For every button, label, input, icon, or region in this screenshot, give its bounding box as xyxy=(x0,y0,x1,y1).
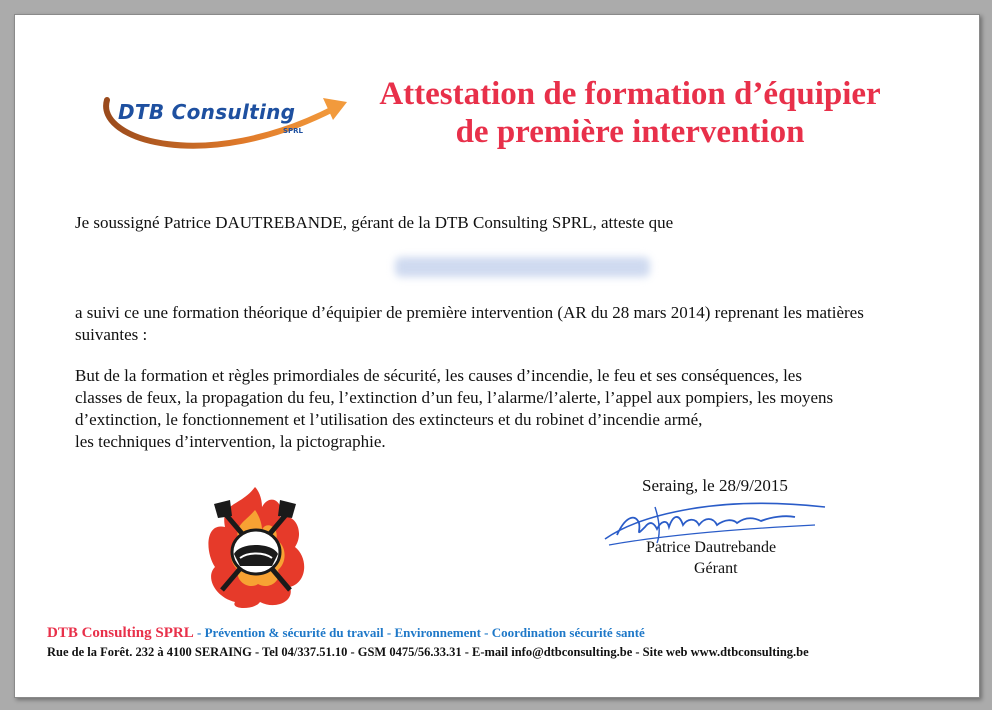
document-title xyxy=(345,75,915,151)
title-line-2: de première intervention xyxy=(455,114,805,150)
dtb-consulting-logo xyxy=(85,80,355,170)
topics-line-2: classes de feux, la propagation du feu, l’extinction d’un feu, l’alarme/l’alerte, l’appel aux pompiers, les moyens xyxy=(75,388,834,407)
intro-sentence: Je soussigné Patrice DAUTREBANDE, gérant de la DTB Consulting SPRL, atteste que xyxy=(75,213,674,232)
footer-contact-line: Rue de la Forêt. 232 à 4100 SERAING - Tel 04/337.51.10 - GSM 0475/56.33.31 - E-mail info@dtbconsulting.be - Site web www.dtbconsulting.be xyxy=(47,645,809,659)
footer-separator: - xyxy=(193,625,205,640)
footer-company: DTB Consulting SPRL xyxy=(47,625,194,641)
topics-line-4: les techniques d’intervention, la pictographie. xyxy=(75,432,386,451)
logo-name: DTB Consulting xyxy=(118,100,296,124)
title-line-1: Attestation de formation d’équipier xyxy=(379,76,881,112)
logo-suffix: SPRL xyxy=(283,127,304,135)
place-and-date: Seraing, le 28/9/2015 xyxy=(642,476,788,495)
firefighter-emblem-icon xyxy=(200,482,310,612)
training-paragraph: a suivi ce une formation théorique d’équipier de première intervention (AR du 28 mars 2014) reprenant les matières suivantes : xyxy=(75,303,864,344)
topics-line-1: But de la formation et règles primordiales de sécurité, les causes d’incendie, le feu et ses conséquences, les xyxy=(75,366,802,385)
redacted-attendee-name xyxy=(395,257,650,277)
topics-paragraph xyxy=(75,365,915,453)
signer-name: Patrice Dautrebande xyxy=(646,539,777,556)
footer-tagline: Prévention & sécurité du travail - Environnement - Coordination sécurité santé xyxy=(204,625,645,640)
signer-role: Gérant xyxy=(694,560,738,577)
footer-company-line xyxy=(47,625,645,642)
topics-line-3: d’extinction, le fonctionnement et l’utilisation des extincteurs et du robinet d’incendie armé, xyxy=(75,410,703,429)
